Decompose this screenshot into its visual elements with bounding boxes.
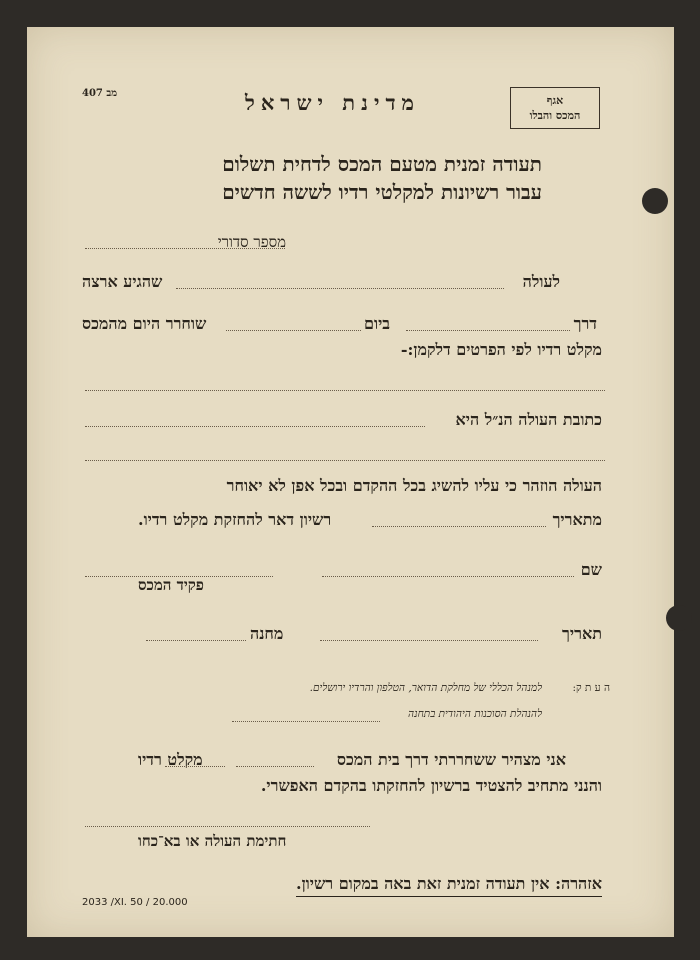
punch-hole [642, 188, 668, 214]
address-field[interactable] [85, 426, 425, 427]
serial-number-label: מספר סדורי [217, 233, 286, 251]
address-field-line-2[interactable] [85, 460, 605, 461]
department-stamp [510, 87, 600, 129]
customs-house-field[interactable] [236, 766, 314, 767]
department-line-2: המכס והבלו [529, 109, 581, 122]
copy-line-2: להנהלת הסוכנות היהודית בתחנה [408, 708, 542, 720]
warning-paragraph: העולה הוזהר כי עליו להשיג בכל ההקדם ובכל אפן לא יאוחר [226, 476, 602, 495]
name-label: שם [580, 560, 602, 579]
released-label: שוחרר היום מהמכס [82, 314, 207, 333]
day-field[interactable] [226, 330, 361, 331]
from-date-label: מתאריך [552, 510, 602, 529]
signature-field[interactable] [85, 826, 370, 827]
name-field[interactable] [322, 576, 574, 577]
punch-hole [666, 605, 692, 631]
license-text: רשיון דאר להחזקת מקלט רדיו. [138, 510, 332, 529]
camp-label: מחנה [250, 624, 284, 643]
form-title-line-2: עבור רשיונות למקלטי רדיו לששה חדשים [222, 180, 542, 204]
receiver-details-line: מקלט רדיו לפי הפרטים דלקמן:- [400, 340, 602, 359]
day-label: ביום [364, 314, 390, 333]
address-label: כתובת העולה הנ״ל היא [455, 410, 602, 429]
immigrant-label: לעולה [522, 272, 560, 291]
declaration-line-1-part-2: מקלט רדיו [138, 750, 203, 769]
from-date-field[interactable] [372, 526, 546, 527]
footer-warning: אזהרה: אין תעודה זמנית זאת באה במקום רשיון. [296, 874, 602, 897]
arrived-label: שהגיע ארצה [82, 272, 163, 291]
declaration-line-2: והנני מתחיב להצטיד ברשיון להחזקתו בהקדם האפשרי. [260, 776, 602, 795]
department-line-1: אגף [546, 94, 564, 107]
copy-label: ה ע ת ק: [572, 682, 610, 694]
form-title-line-1: תעודה זמנית מטעם המכס לדחית תשלום [222, 152, 542, 176]
receiver-type-field[interactable] [165, 766, 225, 767]
copy-station-field[interactable] [232, 721, 380, 722]
immigrant-name-field[interactable] [176, 288, 504, 289]
declaration-line-1-part-1: אני מצהיר ששחררתי דרך בית המכס [336, 750, 566, 769]
officer-label: פקיד המכס [138, 576, 204, 594]
receiver-details-field[interactable] [85, 390, 605, 391]
camp-field[interactable] [146, 640, 246, 641]
signature-label: חתימת העולה או בא־כחו [138, 832, 287, 850]
form-code: מב 407 [82, 88, 118, 99]
state-title: מדינת ישראל [245, 90, 420, 115]
serial-number-field[interactable] [85, 248, 285, 249]
copy-line-1: למנהל הכללי של מחלקת הדואר, הטלפון והרדיו ירושלים. [309, 682, 542, 694]
date-field[interactable] [320, 640, 538, 641]
date-label: תאריך [562, 624, 602, 643]
via-field[interactable] [406, 330, 570, 331]
print-code: 2033 /XI. 50 / 20.000 [82, 897, 188, 908]
via-label: דרך [573, 314, 597, 333]
